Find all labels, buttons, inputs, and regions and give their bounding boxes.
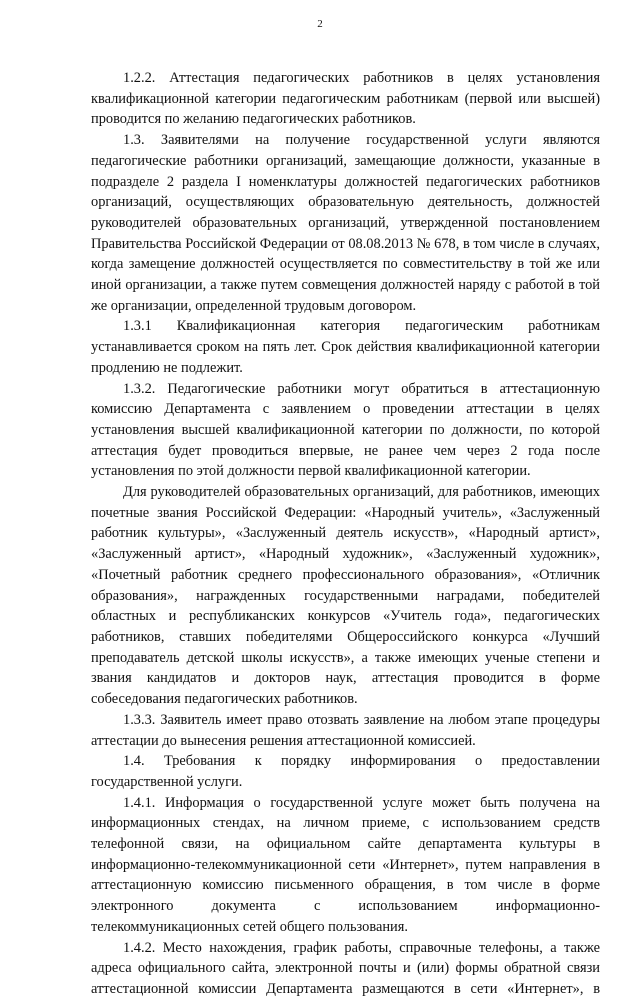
- document-body: [91, 68, 600, 1000]
- paragraph-honorary-titles: Для руководителей образовательных организаций, для работников, имеющих почетные звания Российской Федерации: «Народный учитель», «Заслуженный работник культуры», «Заслуженный деятель искусств», «Народный артист», «Заслуженный артист», «Народный художник», «Заслуженный художник», «Почетный работник среднего профессионального образования», «Отличник образования», награжденных государственными наградами, победителей областных и республиканских конкурсов «Учитель года», педагогических работников, ставших победителями Общероссийского конкурса «Лучший преподаватель детской школы искусств», а также имеющих ученые степени и звания кандидатов и докторов наук, аттестация проводится в форме собеседования педагогических работников.: [91, 484, 600, 708]
- paragraph-1-4-2: 1.4.2. Место нахождения, график работы, справочные телефоны, а также адреса официального сайта, электронной почты и (или) формы обратной связи аттестационной комиссии Департамента размещаются в сети «Интернет», в: [91, 939, 600, 997]
- paragraph-1-4: 1.4. Требования к порядку информирования о предоставлении государственной услуги.: [91, 753, 600, 790]
- paragraph-1-3-1: 1.3.1 Квалификационная категория педагогическим работникам устанавливается сроком на пять лет. Срок действия квалификационной категории продлению не подлежит.: [91, 318, 600, 376]
- paragraph-1-4-1: 1.4.1. Информация о государственной услуге может быть получена на информационных стендах, на личном приеме, с использованием средств телефонной связи, на официальном сайте департамента культуры в информационно-телекоммуникационной сети «Интернет», путем направления в аттестационную комиссию письменного обращения, в том числе в форме электронного документа с использованием информационно-телекоммуникационных сетей общего пользования.: [91, 794, 600, 935]
- paragraph-1-2-2: 1.2.2. Аттестация педагогических работников в целях установления квалификационной категории педагогическим работникам (первой или высшей) проводится по желанию педагогических работников.: [91, 70, 600, 128]
- paragraph-1-3: 1.3. Заявителями на получение государственной услуги являются педагогические работники организаций, замещающие должности, указанные в подразделе 2 раздела I номенклатуры должностей педагогических работников организаций, осуществляющих образовательную деятельность, должностей руководителей образовательных организаций, утвержденной постановлением Правительства Российской Федерации от 08.08.2013 № 678, в том числе в случаях, когда замещение должностей осуществляется по совместительству в той же или иной организации, а также путем совмещения должностей наряду с работой в той же организации, определенной трудовым договором.: [91, 132, 600, 314]
- page-number: 2: [317, 18, 323, 30]
- paragraph-1-3-2: 1.3.2. Педагогические работники могут обратиться в аттестационную комиссию Департамента с заявлением о проведении аттестации в целях установления высшей квалификационной категории по должности, по которой аттестация будет проводиться впервые, не ранее чем через 2 года после установления по этой должности первой квалификационной категории.: [91, 380, 600, 480]
- paragraph-1-3-3: 1.3.3. Заявитель имеет право отозвать заявление на любом этапе процедуры аттестации до вынесения решения аттестационной комиссией.: [91, 711, 600, 749]
